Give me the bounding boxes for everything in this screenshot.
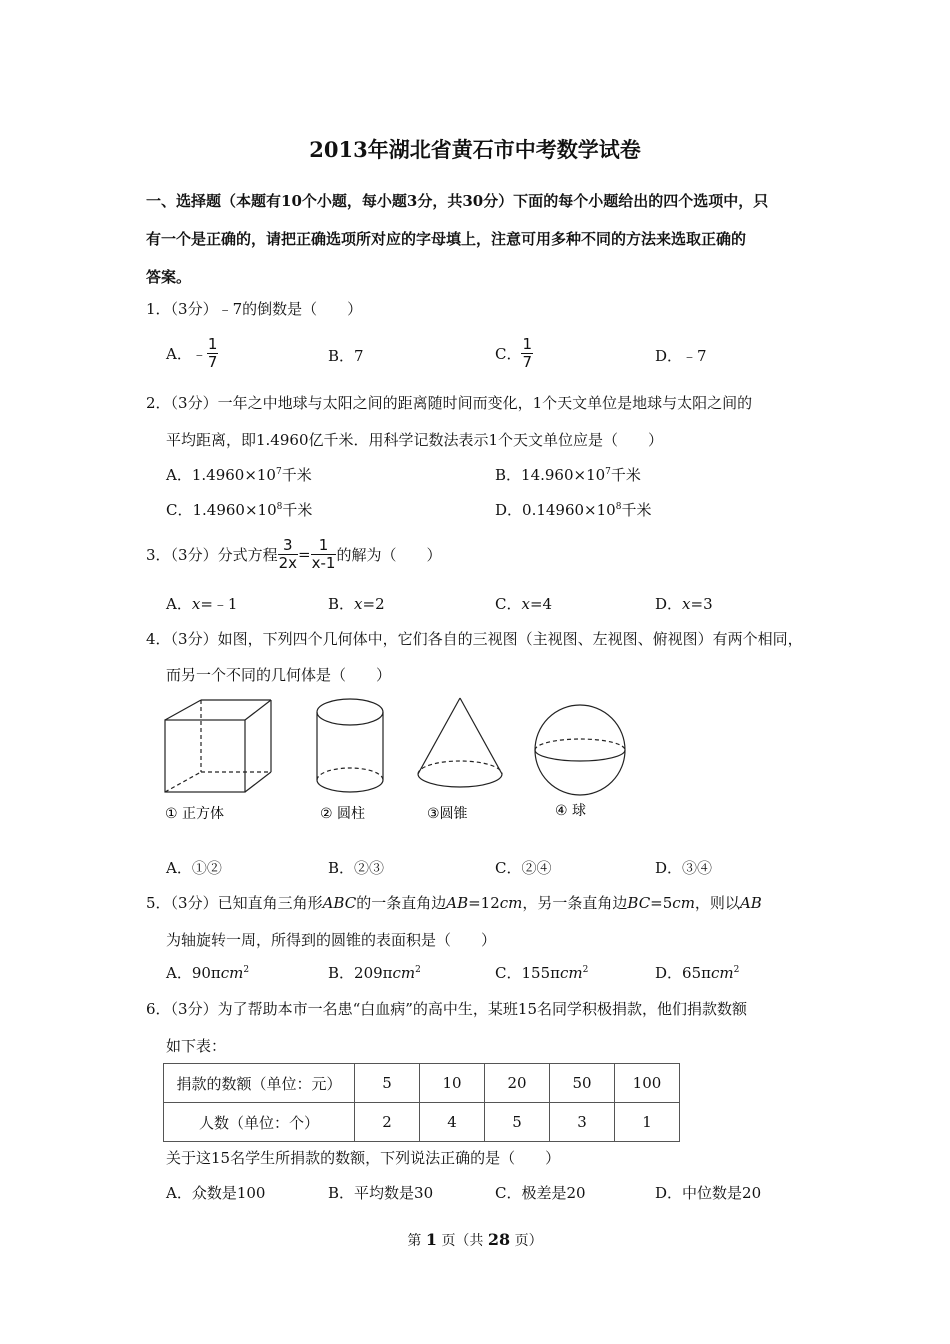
q3-option-a: A．x=﹣1	[166, 595, 238, 613]
q6-option-b: B．平均数是30	[328, 1184, 434, 1202]
q4-option-c: C．②④	[495, 859, 552, 877]
sphere-figure	[535, 705, 625, 795]
q1-option-b: B．7	[328, 347, 364, 365]
q2-option-b: B．$14.960\times 10^7$千米	[495, 466, 641, 484]
cube-figure	[165, 700, 271, 792]
table-cell: 1	[615, 1103, 680, 1142]
q3-fraction-right: $\frac{1}{x-1}$	[311, 536, 336, 572]
section-instruction-line-1: 一、选择题（本题有10个小题，每小题3分，共30分）下面的每个小题给出的四个选项中，只	[146, 192, 769, 210]
q1-stem: 1．（3分）﹣7的倒数是（ ）	[146, 300, 363, 318]
q4-stem-line-1: 4．（3分）如图，下列四个几何体中，它们各自的三视图（主视图、左视图、俯视图）有两个相同，	[146, 630, 803, 648]
q2-stem-line-1: 2．（3分）一年之中地球与太阳之间的距离随时间而变化，1个天文单位是地球与太阳之间的	[146, 394, 753, 412]
cylinder-label: ② 圆柱	[320, 806, 366, 822]
table-cell: 2	[355, 1103, 420, 1142]
q6-option-a: A．众数是100	[166, 1184, 266, 1202]
q6-stem-line-2: 如下表：	[166, 1037, 227, 1055]
q2-option-c: C．$1.4960\times 10^8$千米	[166, 501, 313, 519]
table-row-header: 捐款的数额（单位：元）	[164, 1064, 355, 1103]
table-cell: 50	[550, 1064, 615, 1103]
q1-option-a: A．﹣ $\frac{1}{7}$	[166, 335, 218, 371]
q1-option-c: C． $\frac{1}{7}$	[495, 335, 533, 371]
q5-option-a: A．90πcm$^2$	[166, 964, 250, 982]
q6-option-d: D．中位数是20	[655, 1184, 762, 1202]
donation-table	[163, 1063, 680, 1142]
q3-fraction-left: $\frac{3}{2x}$	[278, 536, 298, 572]
q3-option-c: C．x=4	[495, 595, 553, 613]
table-row	[164, 1064, 680, 1103]
paper-title: 2013年湖北省黄石市中考数学试卷	[309, 137, 641, 162]
q6-option-c: C．极差是20	[495, 1184, 586, 1202]
cone-figure	[418, 698, 502, 787]
table-cell: 20	[485, 1064, 550, 1103]
q1-a-fraction: $\frac{1}{7}$	[207, 335, 218, 371]
q5-stem-line-1: 5．（3分）已知直角三角形ABC的一条直角边AB=12cm，另一条直角边BC=5cm，则以AB	[146, 894, 762, 912]
table-cell: 3	[550, 1103, 615, 1142]
total-pages: 28	[487, 1230, 511, 1249]
cylinder-figure	[317, 699, 383, 792]
q3-stem: 3．（3分）分式方程 $\frac{3}{2x}$ = $\frac{1}{x-1}$ 的解为（ ）	[146, 536, 442, 572]
q2-stem-line-2: 平均距离，即1.4960亿千米．用科学记数法表示1个天文单位应是（ ）	[166, 431, 664, 449]
page-footer: 第 1 页（共 28 页）	[407, 1230, 543, 1249]
q1-option-d: D．﹣7	[655, 347, 707, 365]
cone-label: ③圆锥	[427, 806, 468, 822]
q3-option-d: D．x=3	[655, 595, 713, 613]
cube-label: ① 正方体	[165, 806, 225, 822]
q6-question-text: 关于这15名学生所捐款的数额，下列说法正确的是（ ）	[166, 1149, 561, 1167]
q5-option-b: B．209πcm$^2$	[328, 964, 421, 982]
table-cell: 5	[355, 1064, 420, 1103]
q5-stem-line-2: 为轴旋转一周，所得到的圆锥的表面积是（ ）	[166, 931, 497, 949]
q4-option-d: D．③④	[655, 859, 713, 877]
table-row	[164, 1103, 680, 1142]
q5-option-c: C．155πcm$^2$	[495, 964, 589, 982]
q6-stem-line-1: 6．（3分）为了帮助本市一名患“白血病”的高中生，某班15名同学积极捐款，他们捐款数额	[146, 1000, 748, 1018]
table-cell: 4	[420, 1103, 485, 1142]
table-cell: 100	[615, 1064, 680, 1103]
sphere-label: ④ 球	[555, 803, 587, 819]
section-instruction-line-3: 答案。	[146, 268, 192, 286]
table-cell: 10	[420, 1064, 485, 1103]
q2-option-d: D．$0.14960\times 10^8$千米	[495, 501, 652, 519]
q3-option-b: B．x=2	[328, 595, 385, 613]
q4-option-a: A．①②	[166, 859, 222, 877]
section-instruction-line-2: 有一个是正确的，请把正确选项所对应的字母填上，注意可用多种不同的方法来选取正确的	[146, 230, 747, 248]
q5-option-d: D．65πcm$^2$	[655, 964, 740, 982]
geometry-figures	[155, 690, 665, 830]
table-cell: 5	[485, 1103, 550, 1142]
q1-c-fraction: $\frac{1}{7}$	[522, 335, 533, 371]
page-number: 1	[425, 1230, 437, 1249]
table-row-header: 人数（单位：个）	[164, 1103, 355, 1142]
q4-stem-line-2: 而另一个不同的几何体是（ ）	[166, 666, 392, 684]
q2-option-a: A．$1.4960\times 10^7$千米	[166, 466, 312, 484]
q4-option-b: B．②③	[328, 859, 385, 877]
